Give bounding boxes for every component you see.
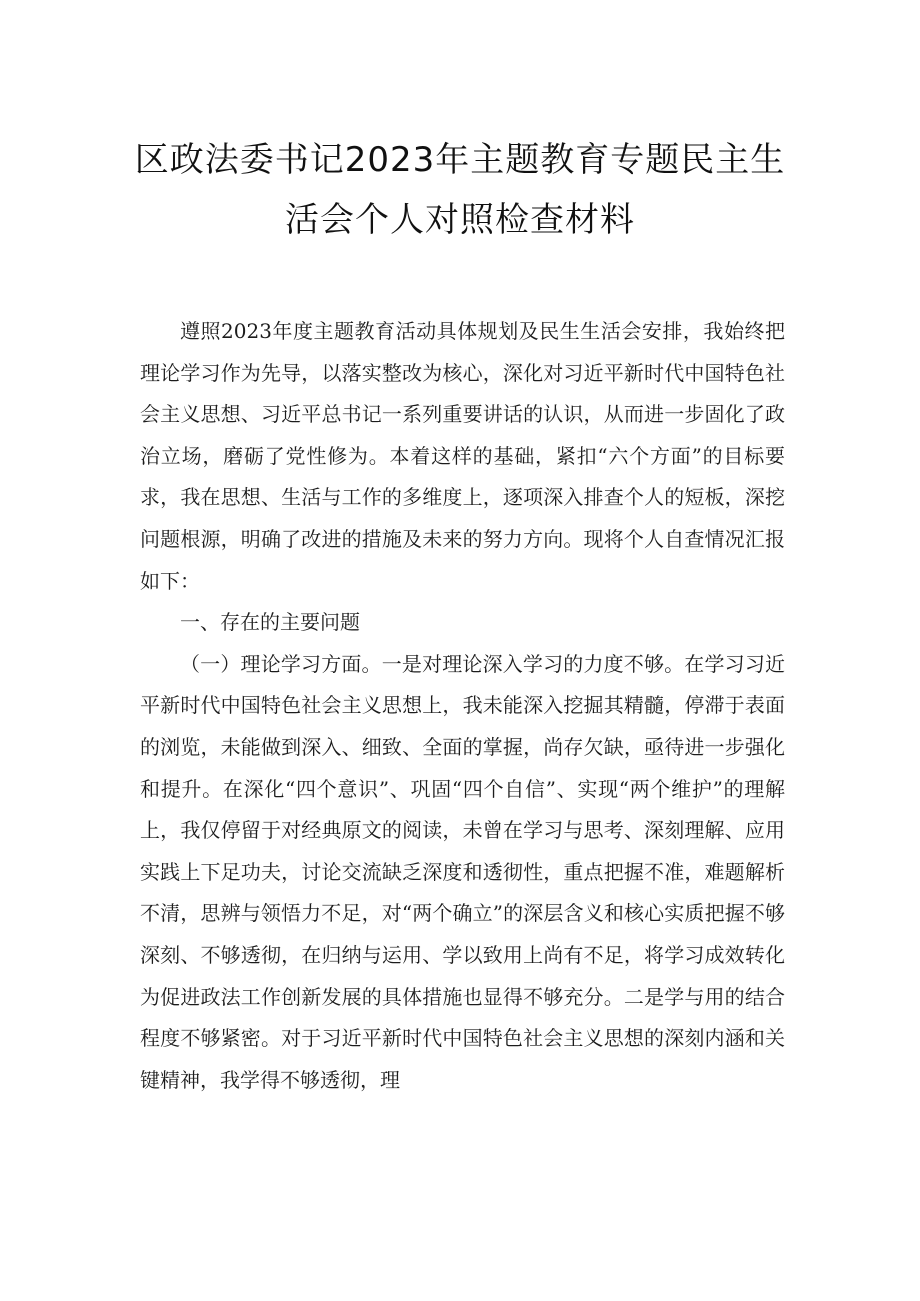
section-heading: 一、存在的主要问题 — [180, 610, 360, 635]
title-line-1: 区政法委书记2023年主题教育专题民主生 — [134, 140, 786, 180]
theory-study-paragraph: （一）理论学习方面。一是对理论深入学习的力度不够。在学习习近平新时代中国特色社会主义思想上，我未能深入挖掘其精髓，停滞于表面的浏览，未能做到深入、细致、全面的掌握，尚存欠缺，亟待进一步强化和提升。在深化“四个意识”、巩固“四个自信”、实现“两个维护”的理解上，我仅停留于对经典原文的阅读，未曾在学习与思考、深刻理解、应用实践上下足功夫，讨论交流缺乏深度和透彻性，重点把握不准，难题解析不清，思辨与领悟力不足，对“两个确立”的深层含义和核心实质把握不够深刻、不够透彻，在归纳与运用、学以致用上尚有不足，将学习成效转化为促进政法工作创新发展的具体措施也显得不够充分。二是学与用的结合程度不够紧密。对于习近平新时代中国特色社会主义思想的深刻内涵和关键精神，我学得不够透彻，理 — [140, 651, 785, 1092]
intro-paragraph: 遵照2023年度主题教育活动具体规划及民生生活会安排，我始终把理论学习作为先导，以落实整改为核心，深化对习近平新时代中国特色社会主义思想、习近平总书记一系列重要讲话的认识，从而进一步固化了政治立场，磨砺了党性修为。本着这样的基础，紧扣“六个方面”的目标要求，我在思想、生活与工作的多维度上，逐项深入排查个人的短板，深挖问题根源，明确了改进的措施及未来的努力方向。现将个人自查情况汇报如下： — [140, 319, 785, 593]
title-line-2: 活会个人对照检查材料 — [285, 200, 635, 240]
document-title — [60, 130, 860, 250]
document-body — [140, 311, 785, 1101]
